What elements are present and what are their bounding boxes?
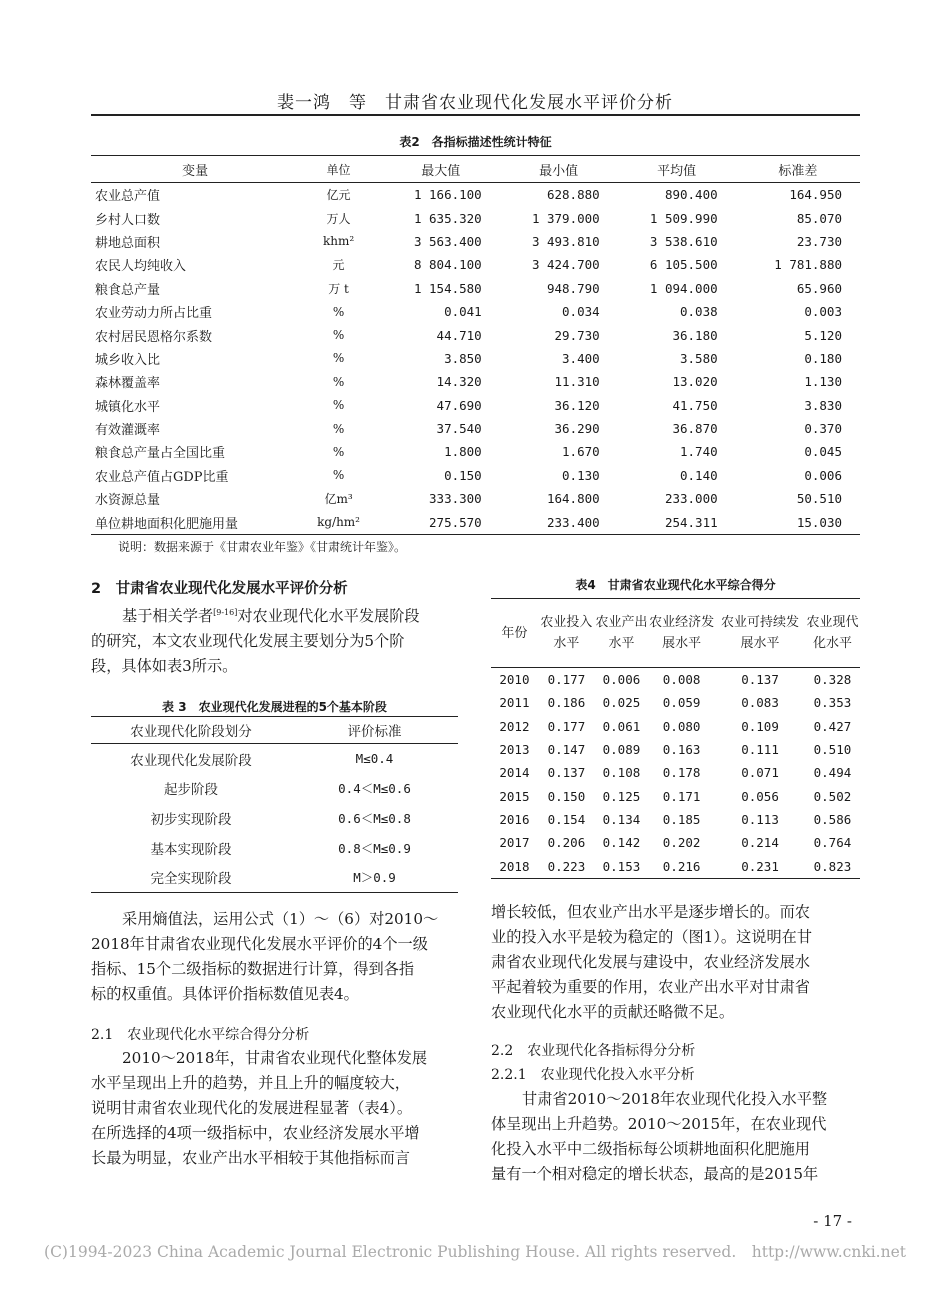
- table-row: [91, 277, 860, 300]
- text-line: 说明甘肃省农业现代化的发展进程显著（表4）。: [91, 1099, 413, 1117]
- table-cell: 50.510: [796, 491, 842, 507]
- table-cell: 0.223: [547, 858, 586, 874]
- table-cell: 有效灌溉率: [95, 423, 161, 439]
- table-cell: 0.003: [804, 304, 842, 320]
- table-cell: 0.427: [813, 718, 852, 734]
- table4-caption: 表4 甘肃省农业现代化水平综合得分: [575, 578, 776, 592]
- table-cell: 1 379.000: [531, 210, 600, 226]
- table-cell: 0.147: [547, 742, 586, 758]
- table-cell: 29.730: [554, 327, 600, 343]
- table-cell: 0.137: [547, 765, 586, 781]
- table-row: [91, 487, 860, 510]
- table-cell: 农民人均纯收入: [95, 259, 187, 275]
- table-cell: 0.370: [804, 421, 842, 437]
- table-cell: 0.061: [602, 718, 641, 734]
- table-cell: 3 538.610: [649, 233, 718, 249]
- table-row: [91, 394, 860, 417]
- text-line: 体呈现出上升趋势。2010～2015年，在农业现代: [491, 1115, 827, 1133]
- table-row: [91, 323, 860, 346]
- table-cell: 0.4＜M≤0.6: [338, 781, 411, 797]
- table-cell: %: [332, 398, 345, 413]
- table-cell: 0.178: [662, 765, 701, 781]
- table3-caption: 表 3 农业现代化发展进程的5个基本阶段: [162, 700, 387, 714]
- text-line: 2018年甘肃省农业现代化发展水平评价的4个一级: [91, 935, 428, 953]
- table-cell: 0.586: [813, 811, 852, 827]
- table-cell: 0.8＜M≤0.9: [338, 840, 411, 856]
- table-cell: 0.025: [602, 695, 641, 711]
- table-cell: %: [332, 328, 345, 343]
- table-cell: M≤0.4: [355, 751, 394, 767]
- table-cell: 1 094.000: [649, 280, 718, 296]
- table-cell: 628.880: [546, 187, 600, 203]
- table-cell: 农业现代化发展阶段: [130, 752, 252, 769]
- table-cell: 0.6＜M≤0.8: [338, 810, 411, 826]
- table-cell: 0.180: [804, 350, 842, 366]
- table-row: [91, 744, 458, 774]
- table-cell: 36.180: [672, 327, 718, 343]
- text-line: 的研究，本文农业现代化发展主要划分为5个阶: [91, 632, 405, 650]
- table-cell: %: [332, 374, 345, 389]
- table-row: [491, 784, 860, 807]
- text-line: 甘肃省2010～2018年农业现代化投入水平整: [522, 1090, 828, 1108]
- table-cell: 0.206: [547, 835, 586, 851]
- table-cell: 0.186: [547, 695, 586, 711]
- table-cell: 44.710: [436, 327, 482, 343]
- text-line: 业的投入水平是较为稳定的（图1）。这说明在甘: [491, 928, 813, 946]
- table-cell: 0.034: [562, 304, 600, 320]
- table-cell: 0.108: [602, 765, 641, 781]
- paragraph: [91, 600, 458, 679]
- table-row: [91, 206, 860, 229]
- table-cell: 0.083: [741, 695, 779, 711]
- subsection-heading: 2.1 农业现代化水平综合得分分析: [91, 1027, 310, 1043]
- table-cell: 0.177: [547, 718, 586, 734]
- table-row: [91, 417, 860, 440]
- table-cell: 水资源总量: [95, 493, 161, 509]
- table-cell: 65.960: [796, 280, 842, 296]
- table-cell: 1 166.100: [413, 187, 482, 203]
- table-cell: 0.109: [741, 718, 779, 734]
- table-cell: 0.153: [602, 858, 641, 874]
- table-cell: 0.137: [741, 672, 779, 688]
- table4-header-cell: 农业投入水平: [540, 615, 593, 651]
- table-cell: 948.790: [546, 280, 600, 296]
- table3-header-row: [91, 717, 458, 744]
- table-cell: 城镇化水平: [95, 399, 161, 415]
- table4-header-cell: 农业可持续发展水平: [721, 615, 800, 651]
- table-row: [491, 831, 860, 854]
- table2-header-cell: 标准差: [778, 163, 818, 179]
- table-cell: 164.800: [546, 491, 600, 507]
- table-cell: %: [332, 421, 345, 436]
- table-cell: 3.830: [804, 397, 842, 413]
- table-cell: 1 509.990: [649, 210, 718, 226]
- table-cell: 254.311: [664, 514, 718, 530]
- text-line: 量有一个相对稳定的增长状态，最高的是2015年: [491, 1165, 819, 1183]
- table-row: [91, 253, 860, 276]
- table-cell: 47.690: [436, 397, 482, 413]
- table3-header-cell: 评价标准: [347, 724, 402, 740]
- table-cell: 890.400: [664, 187, 718, 203]
- subsection-heading: 2.2 农业现代化各指标得分分析: [491, 1043, 696, 1059]
- table-cell: 0.163: [662, 742, 701, 758]
- table-cell: 37.540: [436, 421, 482, 437]
- table-cell: 乡村人口数: [95, 212, 161, 228]
- table-cell: 城乡收入比: [95, 352, 161, 368]
- table2-header-cell: 单位: [326, 162, 351, 177]
- table-cell: 0.214: [741, 835, 779, 851]
- table2-header-cell: 变量: [182, 163, 209, 179]
- table-cell: 0.140: [680, 467, 718, 483]
- table-cell: 粮食总产量: [95, 282, 161, 298]
- table-cell: 0.510: [813, 742, 852, 758]
- text-line: 指标、15个二级指标的数据进行计算，得到各指: [91, 960, 415, 978]
- table-cell: 0.171: [662, 788, 701, 804]
- table-cell: 36.120: [554, 397, 600, 413]
- table-cell: khm²: [322, 234, 355, 249]
- table-row: [91, 300, 860, 323]
- text-line: 标的权重值。具体评价指标数值见表4。: [91, 985, 359, 1003]
- table-row: [491, 715, 860, 738]
- table-cell: 亿元: [326, 188, 351, 203]
- table-row: [91, 862, 458, 892]
- text-line: 农业现代化水平的贡献还略微不足。: [491, 1003, 734, 1021]
- table-cell: 2011: [499, 695, 530, 711]
- table-cell: 万 t: [328, 281, 349, 296]
- text-line: 在所选择的4项一级指标中，农业经济发展水平增: [91, 1124, 420, 1142]
- table2-header-row: [91, 156, 860, 183]
- table-row: [491, 691, 860, 714]
- table-cell: M＞0.9: [353, 870, 396, 886]
- table-cell: 0.154: [547, 811, 586, 827]
- table-cell: 11.310: [554, 374, 600, 390]
- text-fragment: 基于相关学者: [122, 607, 214, 625]
- text-line: 段，具体如表3所示。: [91, 657, 238, 675]
- table-cell: 333.300: [429, 491, 482, 507]
- citation-ref[interactable]: [9-16]: [213, 608, 238, 617]
- text-line: 肃省农业现代化发展与建设中，农业经济发展水: [491, 953, 810, 971]
- table-cell: 2010: [499, 672, 530, 688]
- table-cell: 0.059: [662, 695, 701, 711]
- table2: [91, 155, 860, 535]
- table-row: [91, 803, 458, 833]
- table-row: [91, 440, 860, 463]
- table-row: [91, 230, 860, 253]
- table-cell: %: [332, 304, 345, 319]
- text-line: 2010～2018年，甘肃省农业现代化整体发展: [122, 1049, 428, 1067]
- table-row: [91, 464, 860, 487]
- table-cell: 85.070: [796, 210, 842, 226]
- table-cell: 2017: [499, 835, 530, 851]
- table-cell: kg/hm²: [317, 515, 360, 530]
- table-cell: 3 563.400: [413, 233, 482, 249]
- table-cell: 农业劳动力所占比重: [95, 306, 213, 322]
- table-cell: 3 493.810: [531, 233, 600, 249]
- table-cell: 0.056: [741, 788, 779, 804]
- table-cell: %: [332, 444, 345, 459]
- table-cell: 0.150: [444, 467, 482, 483]
- table-cell: 0.764: [813, 835, 852, 851]
- table-row: [491, 808, 860, 831]
- table-cell: 0.080: [662, 718, 701, 734]
- table-cell: 36.870: [672, 421, 718, 437]
- table-cell: 5.120: [804, 327, 842, 343]
- table-cell: 起步阶段: [164, 782, 218, 799]
- table-cell: 15.030: [796, 514, 842, 530]
- table-cell: 0.177: [547, 672, 586, 688]
- table-cell: 0.113: [741, 811, 779, 827]
- table-cell: 36.290: [554, 421, 600, 437]
- table4: [491, 598, 860, 879]
- table2-note: 说明：数据来源于《甘肃农业年鉴》《甘肃统计年鉴》。: [118, 540, 407, 554]
- table4-header-row: [491, 599, 860, 668]
- table-cell: 2014: [499, 765, 530, 781]
- table-cell: 1.740: [680, 444, 718, 460]
- table4-header-cell: 年份: [501, 625, 528, 641]
- table-row: [91, 183, 860, 207]
- table-cell: 23.730: [796, 233, 842, 249]
- table-cell: 0.823: [813, 858, 852, 874]
- table-cell: 13.020: [672, 374, 718, 390]
- table-cell: %: [332, 468, 345, 483]
- section-heading: 2 甘肃省农业现代化发展水平评价分析: [91, 581, 348, 597]
- table2-header-cell: 平均值: [657, 163, 697, 179]
- table-cell: 0.006: [804, 467, 842, 483]
- table-cell: 0.111: [741, 742, 779, 758]
- text-line: 水平呈现出上升的趋势，并且上升的幅度较大，: [91, 1074, 410, 1092]
- table-cell: 2016: [499, 811, 530, 827]
- table-cell: 1.800: [444, 444, 482, 460]
- table-cell: 农业总产值占GDP比重: [95, 469, 229, 485]
- text-line: 平起着较为重要的作用，农业产出水平对甘肃省: [491, 978, 810, 996]
- table-cell: 233.000: [664, 491, 718, 507]
- page-number: - 17 -: [813, 1212, 852, 1230]
- paragraph: [91, 907, 458, 1007]
- table4-header-cell: 农业经济发展水平: [649, 615, 715, 651]
- table4-header-cell: 农业产出水平: [595, 615, 648, 651]
- table-row: [91, 370, 860, 393]
- table-cell: 基本实现阶段: [150, 841, 232, 858]
- table-row: [91, 510, 860, 534]
- table-cell: 粮食总产量占全国比重: [95, 446, 226, 462]
- table-cell: 0.071: [741, 765, 779, 781]
- table-cell: 0.150: [547, 788, 586, 804]
- table-cell: 2013: [499, 742, 530, 758]
- text-fragment: 对农业现代化水平发展阶段: [237, 607, 420, 625]
- table-cell: 0.130: [562, 467, 600, 483]
- table3-header-cell: 农业现代化阶段划分: [130, 724, 252, 740]
- table-cell: 0.502: [813, 788, 852, 804]
- paragraph: [491, 1087, 860, 1187]
- table-cell: 0.041: [444, 304, 482, 320]
- text-line: 化投入水平中二级指标每公顷耕地面积化肥施用: [491, 1140, 810, 1158]
- table2-caption: 表2 各指标描述性统计特征: [399, 135, 552, 149]
- table-cell: 初步实现阶段: [150, 811, 232, 828]
- table-cell: 万人: [326, 211, 351, 226]
- paragraph: [491, 900, 860, 1025]
- paragraph: [91, 1046, 458, 1171]
- table-cell: 2015: [499, 788, 530, 804]
- table2-header-cell: 最大值: [421, 163, 461, 179]
- table-row: [491, 761, 860, 784]
- table-cell: 亿m³: [324, 492, 353, 507]
- table-cell: 0.494: [813, 765, 852, 781]
- table-row: [91, 833, 458, 863]
- table-cell: 2012: [499, 718, 530, 734]
- table-cell: 41.750: [672, 397, 718, 413]
- table-cell: 单位耕地面积化肥施用量: [95, 516, 239, 532]
- table-cell: 3 424.700: [531, 257, 600, 273]
- table-cell: 0.353: [813, 695, 852, 711]
- table-cell: 0.008: [662, 672, 701, 688]
- table-cell: 0.045: [804, 444, 842, 460]
- table-cell: 0.038: [680, 304, 718, 320]
- table-row: [491, 738, 860, 761]
- table-cell: 164.950: [789, 187, 842, 203]
- table3: [91, 716, 458, 893]
- table-cell: 0.216: [662, 858, 701, 874]
- table-cell: 元: [332, 258, 345, 273]
- table-cell: 233.400: [546, 514, 600, 530]
- table-row: [491, 668, 860, 692]
- table-row: [91, 774, 458, 804]
- subsection-heading: 2.2.1 农业现代化投入水平分析: [491, 1067, 695, 1083]
- text-line: [91, 600, 458, 629]
- text-line: 增长较低，但农业产出水平是逐步增长的。而农: [491, 903, 810, 921]
- table4-header-cell: 农业现代化水平: [806, 615, 859, 651]
- table-cell: 275.570: [429, 514, 482, 530]
- table-cell: 1.670: [562, 444, 600, 460]
- table-cell: 1 781.880: [774, 257, 842, 273]
- table-cell: 1.130: [804, 374, 842, 390]
- table-cell: 0.006: [602, 672, 641, 688]
- table-cell: 2018: [499, 858, 530, 874]
- text-line: 长最为明显，农业产出水平相较于其他指标而言: [91, 1149, 410, 1167]
- header-rule: [91, 114, 860, 116]
- table-cell: 耕地总面积: [95, 235, 161, 251]
- table-cell: 8 804.100: [413, 257, 482, 273]
- table-cell: 0.134: [602, 811, 641, 827]
- table-cell: 0.328: [813, 672, 852, 688]
- table-cell: 森林覆盖率: [95, 376, 161, 392]
- table-row: [91, 347, 860, 370]
- table2-header-cell: 最小值: [539, 163, 579, 179]
- text-line: 采用熵值法，运用公式（1）～（6）对2010～: [122, 910, 439, 928]
- table-cell: 农村居民恩格尔系数: [95, 329, 213, 345]
- table-cell: 0.185: [662, 811, 701, 827]
- table-cell: 14.320: [436, 374, 482, 390]
- table-cell: 0.125: [602, 788, 641, 804]
- table-cell: 0.231: [741, 858, 779, 874]
- table-cell: 0.202: [662, 835, 701, 851]
- table-cell: 完全实现阶段: [150, 871, 232, 888]
- table-cell: 1 635.320: [413, 210, 482, 226]
- table-cell: 1 154.580: [413, 280, 482, 296]
- table-cell: 3.400: [562, 350, 600, 366]
- table-cell: 农业总产值: [95, 189, 161, 205]
- table-cell: 0.142: [602, 835, 641, 851]
- table-cell: 3.580: [680, 350, 718, 366]
- copyright-footer: (C)1994-2023 China Academic Journal Electronic Publishing House. All rights reserved. http://www.cnki.net: [44, 1243, 906, 1261]
- table-row: [491, 854, 860, 878]
- table-cell: 3.850: [444, 350, 482, 366]
- running-header: 裴一鸿 等 甘肃省农业现代化发展水平评价分析: [277, 93, 673, 113]
- table-cell: %: [332, 351, 345, 366]
- table-cell: 0.089: [602, 742, 641, 758]
- table-cell: 6 105.500: [649, 257, 718, 273]
